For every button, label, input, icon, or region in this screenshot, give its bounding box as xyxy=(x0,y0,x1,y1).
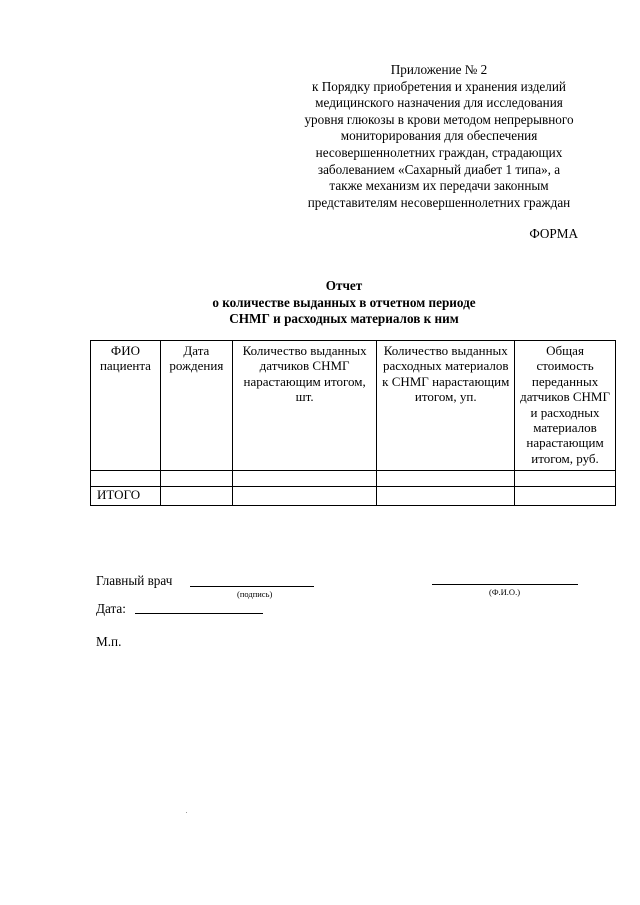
appendix-line: Приложение № 2 xyxy=(390,62,488,77)
header-birth-date: Дата рождения xyxy=(160,341,232,471)
title-line-3: СНМГ и расходных материалов к ним xyxy=(229,311,459,326)
name-caption: (Ф.И.О.) xyxy=(489,587,521,597)
appendix-line: заболеванием «Сахарный диабет 1 типа», а xyxy=(317,161,561,177)
table-row xyxy=(91,471,616,487)
signature-caption: (подпись) xyxy=(237,589,273,599)
date-label: Дата: xyxy=(96,601,126,616)
appendix-line: к Порядку приобретения и хранения изделий xyxy=(312,78,566,94)
chief-doctor-label: Главный врач xyxy=(96,573,173,588)
name-line xyxy=(432,574,578,585)
table-cell xyxy=(160,471,232,487)
signature-line xyxy=(190,574,314,587)
header-sensors-count: Количество выданных датчиков СНМГ нарастающим итогом, шт. xyxy=(232,341,377,471)
date-line xyxy=(135,601,263,614)
title-line-1: Отчет xyxy=(325,278,363,293)
report-title xyxy=(24,278,640,328)
scan-dot xyxy=(186,812,187,813)
appendix-line: несовершеннолетних граждан, страдающих xyxy=(315,144,563,160)
table-cell xyxy=(515,487,616,506)
appendix-line: представителям несовершеннолетних граждан xyxy=(307,194,571,210)
appendix-line: также механизм их передачи законным xyxy=(329,178,549,194)
table-cell xyxy=(91,471,161,487)
header-total-cost: Общая стоимость переданных датчиков СНМГ и расходных материалов нарастающим итогом, руб. xyxy=(515,341,616,471)
report-table xyxy=(90,340,616,506)
table-header-row xyxy=(91,341,616,471)
table-cell xyxy=(232,487,377,506)
table-total-row xyxy=(91,487,616,506)
appendix-line: медицинского назначения для исследования xyxy=(315,95,563,111)
header-consumables-count: Количество выданных расходных материалов к СНМГ нарастающим итогом, уп. xyxy=(377,341,515,471)
header-patient-name: ФИО пациента xyxy=(91,341,161,471)
table-cell xyxy=(160,487,232,506)
table-cell xyxy=(515,471,616,487)
table-cell xyxy=(377,471,515,487)
appendix-line: мониторирования для обеспечения xyxy=(340,128,538,144)
form-label: ФОРМА xyxy=(529,226,578,241)
table-cell xyxy=(377,487,515,506)
seal-label: М.п. xyxy=(96,634,122,649)
table-cell xyxy=(232,471,377,487)
appendix-line: уровня глюкозы в крови методом непрерывного xyxy=(304,111,574,127)
total-label: ИТОГО xyxy=(91,487,161,506)
title-line-2: о количестве выданных в отчетном периоде xyxy=(212,294,476,310)
appendix-block xyxy=(290,62,588,211)
